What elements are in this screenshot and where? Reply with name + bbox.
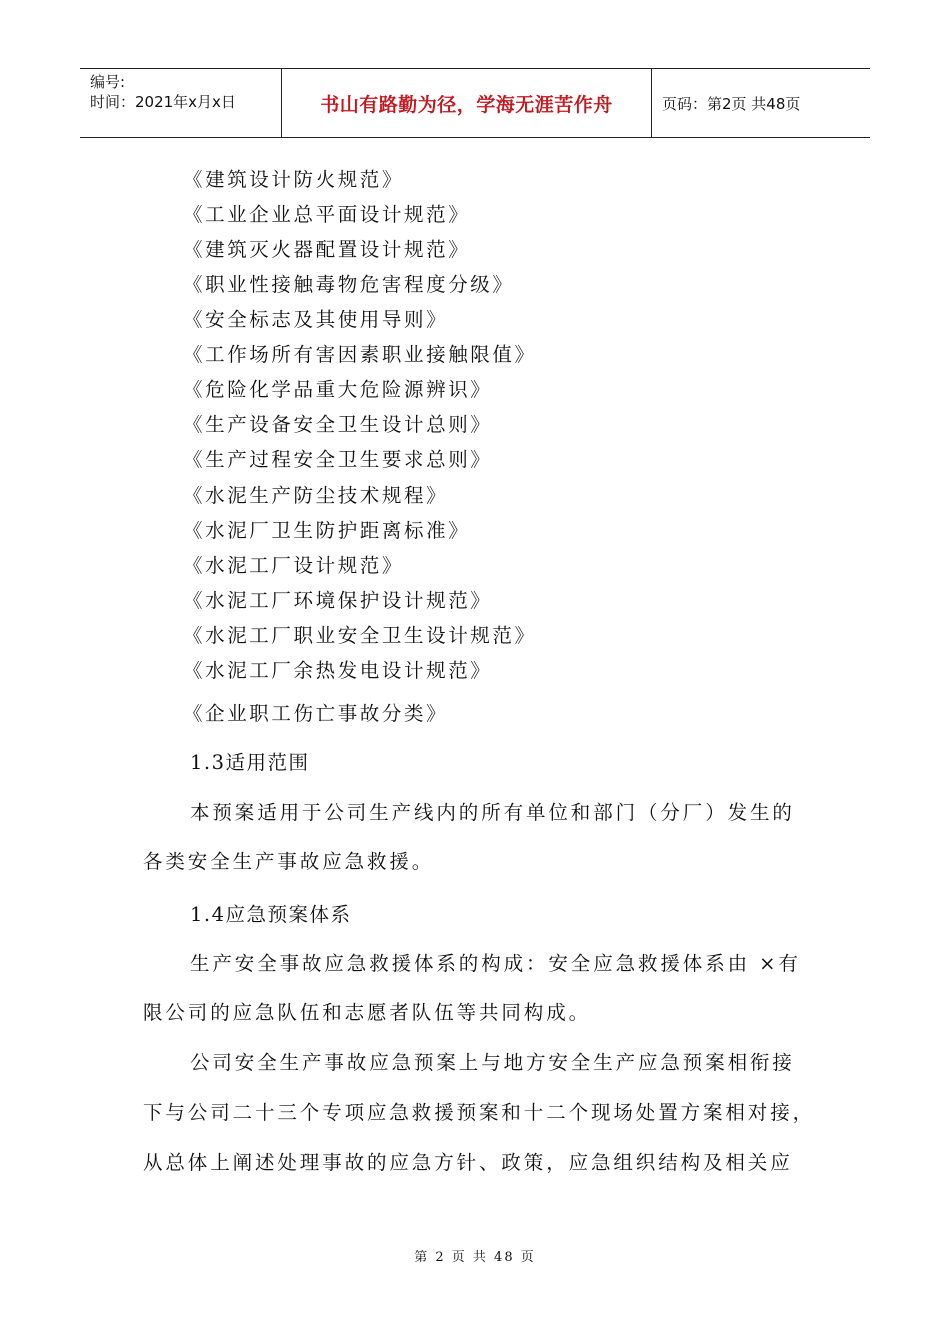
reference-item: 《建筑灭火器配置设计规范》 xyxy=(183,238,471,261)
reference-item: 《工业企业总平面设计规范》 xyxy=(183,203,471,226)
paragraph-line: 各类安全生产事故应急救援。 xyxy=(143,850,435,873)
reference-item: 《工作场所有害因素职业接触限值》 xyxy=(183,343,537,366)
reference-item: 《水泥生产防尘技术规程》 xyxy=(183,484,449,507)
paragraph-line: 生产安全事故应急救援体系的构成：安全应急救援体系由 ×有 xyxy=(190,952,801,975)
header-motto: 书山有路勤为径，学海无涯苦作舟 xyxy=(320,93,613,116)
section-heading-1-3: 1.3适用范围 xyxy=(190,751,310,774)
paragraph-line: 公司安全生产事故应急预案上与地方安全生产应急预案相衔接 xyxy=(190,1051,795,1074)
reference-item: 《危险化学品重大危险源辨识》 xyxy=(183,378,493,401)
reference-item: 《水泥工厂职业安全卫生设计规范》 xyxy=(183,624,537,647)
document-header xyxy=(80,68,870,138)
paragraph-line: 本预案适用于公司生产线内的所有单位和部门（分厂）发生的 xyxy=(190,801,795,824)
reference-item: 《生产设备安全卫生设计总则》 xyxy=(183,413,493,436)
paragraph-line: 从总体上阐述处理事故的应急方针、政策，应急组织结构及相关应 xyxy=(143,1151,793,1174)
paragraph-line: 下与公司二十三个专项应急救援预案和十二个现场处置方案相对接， xyxy=(143,1101,816,1124)
document-number-label: 编号: xyxy=(90,73,126,91)
page-footer xyxy=(0,1246,950,1265)
header-motto-cell xyxy=(282,69,652,137)
reference-item: 《水泥工厂环境保护设计规范》 xyxy=(183,589,493,612)
reference-item: 《生产过程安全卫生要求总则》 xyxy=(183,448,493,471)
paragraph-line: 限公司的应急队伍和志愿者队伍等共同构成。 xyxy=(143,1001,592,1024)
reference-item: 《水泥工厂余热发电设计规范》 xyxy=(183,659,493,682)
header-info-cell xyxy=(80,69,282,137)
section-heading-1-4: 1.4应急预案体系 xyxy=(190,903,352,926)
header-page-cell xyxy=(652,69,870,137)
footer-page-number: 第 2 页 共 48 页 xyxy=(414,1250,536,1265)
header-page-label: 页码：第2页 共48页 xyxy=(662,94,801,113)
reference-item: 《水泥工厂设计规范》 xyxy=(183,554,405,577)
reference-item: 《水泥厂卫生防护距离标准》 xyxy=(183,519,471,542)
reference-item: 《建筑设计防火规范》 xyxy=(183,168,405,191)
reference-item: 《企业职工伤亡事故分类》 xyxy=(183,702,449,725)
reference-item: 《安全标志及其使用导则》 xyxy=(183,308,449,331)
document-time-label: 时间：2021年x月x日 xyxy=(90,93,236,111)
reference-item: 《职业性接触毒物危害程度分级》 xyxy=(183,273,515,296)
